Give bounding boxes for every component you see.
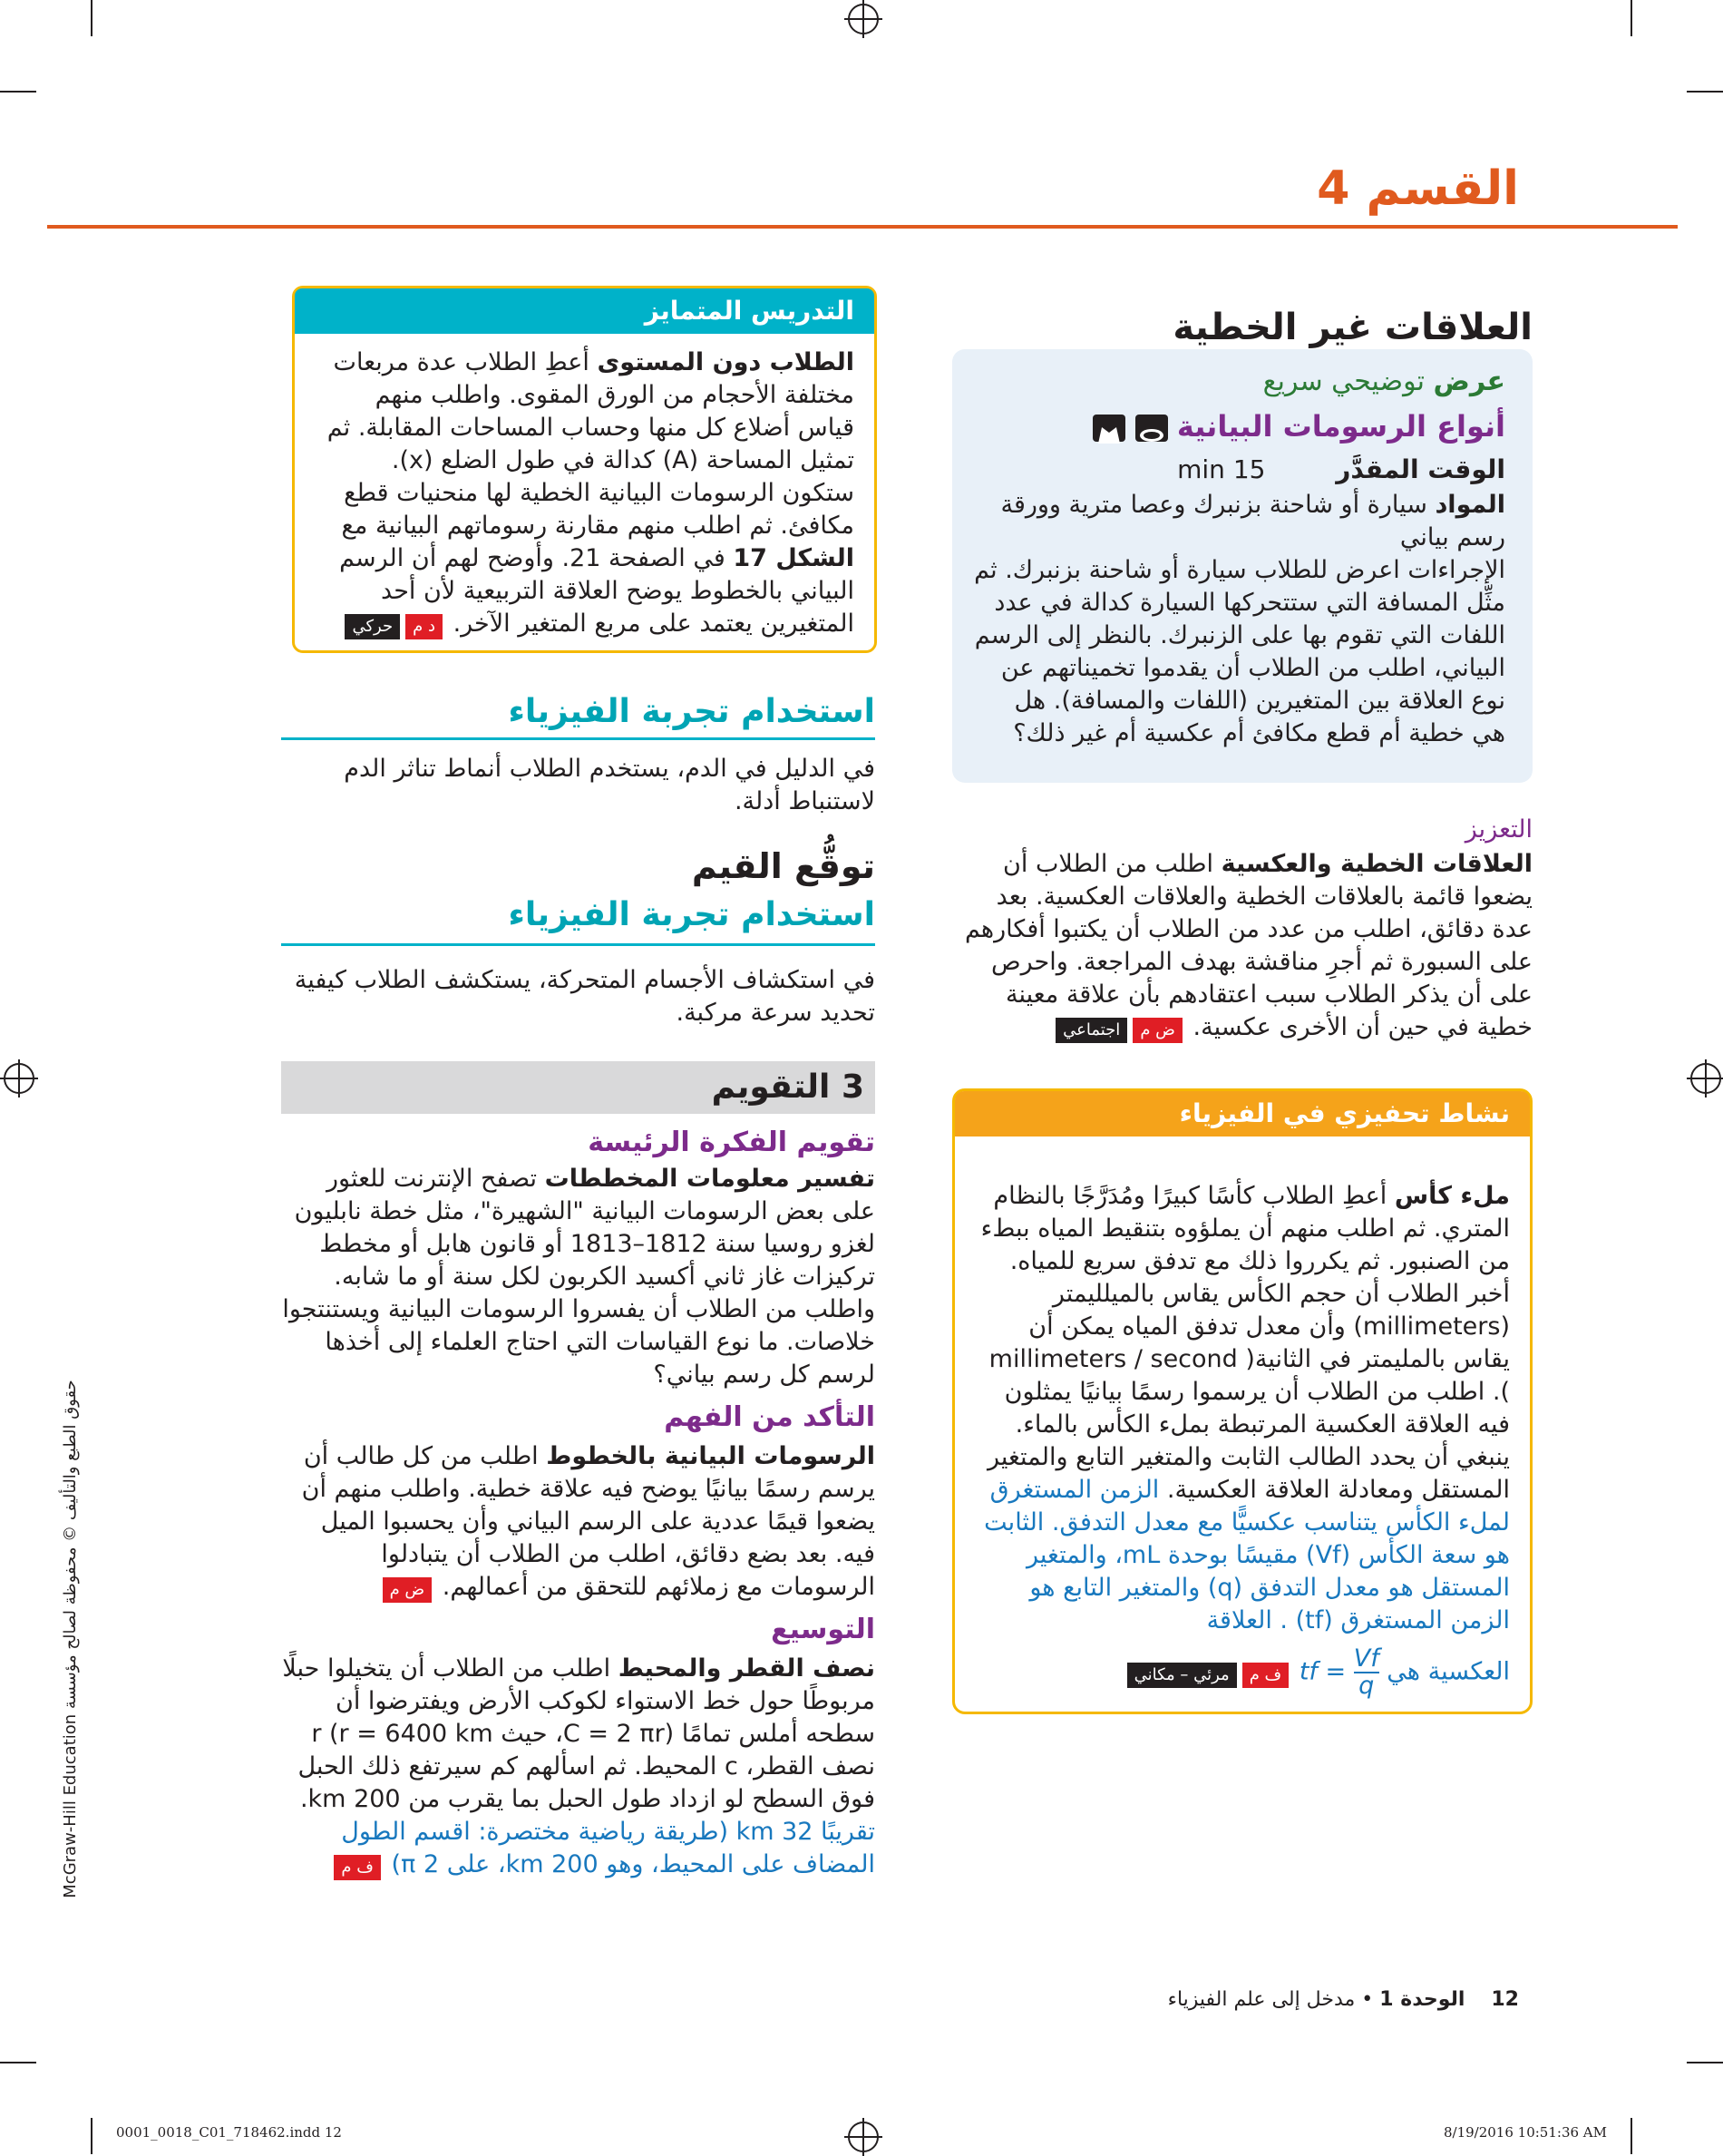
physics-activity-box [952,1088,1533,1714]
tag-red: د م [405,614,443,639]
formula-numerator: Vf [1353,1644,1379,1673]
unit-title: • مدخل إلى علم الفيزياء [1167,1988,1374,2011]
lab-coat-icon [1093,415,1125,442]
page-number: 12 [1491,1988,1519,2011]
tag-red: ف م [334,1855,381,1880]
differentiated-text-2: في الصفحة 21. وأوضح لهم أن الرسم البياني بالخطوط يوضح العلاقة التربيعية لأن أحد المتغيرين يعتمد على مربع المتغير الآخر. [339,544,854,638]
goggles-icon [1135,415,1168,442]
registration-mark-icon [1690,1063,1721,1094]
copyright-vertical: حقوق الطبع والتأليف © محفوظة لصالح مؤسسة McGraw-Hill Education [61,1380,80,1898]
inverse-formula: tf = $\frac{Vf}{q}$ [1299,1644,1379,1700]
reinforcement-head: التعزيز [1465,815,1533,844]
physics-activity-header: نشاط تحفيزي في الفيزياء [955,1091,1530,1137]
divider [281,943,875,946]
page-footer [1168,1985,1519,2015]
slug-date: 8/19/2016 10:51:36 AM [1443,2124,1607,2141]
materials-label: المواد [1435,491,1505,519]
tag-black: حركي [345,614,400,639]
divider [281,737,875,740]
predict-heading: توقُّع القيم [691,846,875,886]
crop-mark [1687,91,1723,93]
slug-file: 0001_0018_C01_718462.indd 12 [116,2124,342,2141]
assessment-bar: 3 التقويم [281,1061,875,1114]
physics-lab-heading-2: استخدام تجربة الفيزياء [508,896,875,933]
main-idea-bold: تفسير معلومات المخططات [544,1165,875,1193]
time-value: 15 min [1177,454,1266,484]
main-idea-text: تصفح الإنترنت للعثور على بعض الرسومات البيانية "الشهيرة"، مثل خطة نابليون لغزو روسيا سنة 1812–1813 أو قانون هابل أو مخطط تركيزات غاز ثاني أكسيد الكربون لكل سنة أو ما شابه. واطلب من الطلاب أن يفسروا الرسومات البيانية ويستنتجوا خلاصات. ما نوع القياسات التي احتاج العلماء إلى أخذها لرسم كل رسم بياني؟ [282,1165,875,1389]
unit-label: الوحدة 1 [1379,1988,1465,2011]
crop-mark [91,2118,92,2154]
quick-demo-label: توضيحي سريع [1262,366,1425,397]
extend-answer: تقريبًا 32 km (طريقة رياضية مختصرة: اقسم الطول المضاف على المحيط، وهو 200 km، على 2 π) [341,1818,875,1878]
crop-mark [1631,2118,1632,2154]
section-title: القسم 4 [1317,161,1519,216]
quick-demo-title: أنواع الرسومات البيانية [1176,409,1505,444]
procedure-text: الإجراءات اعرض للطلاب سيارة أو شاحنة بزنبرك. ثم مثِّل المسافة التي ستتحركها السيارة كدالة في عدد اللفات التي تقوم بها على الزنبرك. بالنظر إلى الرسم البياني، اطلب من الطلاب أن يقدموا تخميناتهم عن نوع العلاقة بين المتغيرين (اللفات والمسافة). هل هي خطية أم قطع مكافئ أم عكسية أم غير ذلك؟ [974,556,1505,747]
time-label: الوقت المقدَّر [1336,454,1505,484]
materials-text: سيارة أو شاحنة بزنبرك وعصا مترية وورقة رسم بياني [1000,491,1505,551]
check-heading: التأكد من الفهم [664,1401,875,1433]
physics-lab-heading: استخدام تجربة الفيزياء [508,693,875,730]
check-text: اطلب من كل طالب أن يرسم رسمًا بيانيًا يوضح فيه علاقة خطية. واطلب منهم أن يضعوا قيمًا عددية على الرسم البياني وأن يحسبوا الميل فيه. بعد بضع دقائق، اطلب من الطلاب أن يتبادلوا الرسومات مع زملائهم للتحقق من أعمالهم. [301,1442,875,1601]
reinforcement-text: اطلب من الطلاب أن يضعوا قائمة بالعلاقات الخطية والعلاقات العكسية. بعد عدة دقائق، اطلب من عدد من الطلاب أن يكتبوا أفكارهم على السبورة ثم أجرِ مناقشة بهدف المراجعة. واحرص على أن يذكر الطلاب سبب اعتقادهم بأن علاقة معينة خطية في حين أن الأخرى عكسية. [964,850,1533,1041]
quick-demo-label-strong: عرض [1433,366,1505,397]
reinforcement-bold: العلاقات الخطية والعكسية [1221,850,1533,878]
extend-heading: التوسيع [771,1614,875,1645]
registration-mark-icon [4,1063,34,1094]
figure-ref: الشكل 17 [733,544,854,572]
crop-mark [1687,2062,1723,2063]
tag-black: اجتماعي [1056,1018,1127,1043]
crop-mark [1631,0,1632,36]
tag-red: ض م [383,1577,433,1603]
differentiated-header: التدريس المتمايز [295,288,874,334]
differentiated-box [292,286,877,653]
check-bold: الرسومات البيانية بالخطوط [546,1442,875,1470]
section-rule [47,225,1678,229]
main-idea-heading: تقويم الفكرة الرئيسة [588,1127,875,1158]
extend-bold: نصف القطر والمحيط [618,1654,875,1683]
physics-lab-text-2: في استكشاف الأجسام المتحركة، يستكشف الطلاب كيفية تحديد سرعة مركبة. [294,966,875,1027]
nonlinear-title: العلاقات غير الخطية [1173,307,1533,348]
tag-black: مرئي – مكاني [1127,1663,1237,1688]
quick-demo-box [952,349,1533,783]
crop-mark [0,91,36,93]
crop-mark [0,2062,36,2063]
formula-denominator: q [1358,1672,1375,1700]
formula-lhs: tf [1299,1657,1318,1686]
registration-mark-icon [848,4,879,34]
tag-red: ف م [1242,1663,1290,1688]
reinforcement [952,812,1533,1044]
assessment-content [281,1123,875,1881]
tag-red: ض م [1133,1018,1183,1043]
registration-mark-icon [848,2122,879,2152]
physics-activity-answer: الزمن المستغرق لملء الكأس يتناسب عكسيًّا مع معدل التدفق. الثابت هو سعة الكأس (Vf) مقيسًا بوحدة mL، والمتغير المستقل هو معدل التدفق (q) والمتغير التابع هو الزمن المستغرق (tf) . العلاقة [984,1476,1510,1634]
physics-activity-text: أعطِ الطلاب كأسًا كبيرًا ومُدَرَّجًا بالنظام المتري. ثم اطلب منهم أن يملؤوه بتنقيط المياه ببطء من الصنبور. ثم يكرروا ذلك مع تدفق سريع للمياه. أخبر الطلاب أن حجم الكأس يقاس بالميلليمتر (millimeters) وأن معدل تدفق المياه يمكن أن يقاس بالمليمتر في الثانية( millimeters / second ). اطلب من الطلاب أن يرسموا رسمًا بيانيًا يمثلون فيه العلاقة العكسية المرتبطة بملء الكأس بالماء. ينبغي أن يحدد الطالب الثابت والمتغير التابع والمتغير المستقل ومعادلة العلاقة العكسية. [980,1182,1510,1504]
crop-mark [91,0,92,36]
differentiated-bold: الطلاب دون المستوى [597,348,854,376]
formula-prefix: العكسية هي [1387,1657,1510,1686]
differentiated-text: أعطِ الطلاب عدة مربعات مختلفة الأحجام من الورق المقوى. واطلب منهم قياس أضلاع كل منها وحساب المساحات المقابلة. ثم تمثيل المساحة (A) كدالة في طول الضلع (x). ستكون الرسومات البيانية الخطية لها منحنيات قطع مكافئ. ثم اطلب منهم مقارنة رسوماتهم البيانية مع [326,348,854,540]
physics-activity-bold: ملء كأس [1394,1182,1510,1210]
physics-lab-text: في الدليل في الدم، يستخدم الطلاب أنماط تناثر الدم لاستنباط أدلة. [344,755,875,815]
extend-text: اطلب من الطلاب أن يتخيلوا حبلًا مربوطًا حول خط الاستواء لكوكب الأرض ويفترضوا أن سطحه أملس تمامًا (C = 2 πr، حيث r = 6400 km) r نصف القطر، c المحيط. ثم اسألهم كم سيرتفع ذلك الحبل فوق السطح لو ازداد طول الحبل بما يقرب من 200 km. [282,1654,875,1813]
